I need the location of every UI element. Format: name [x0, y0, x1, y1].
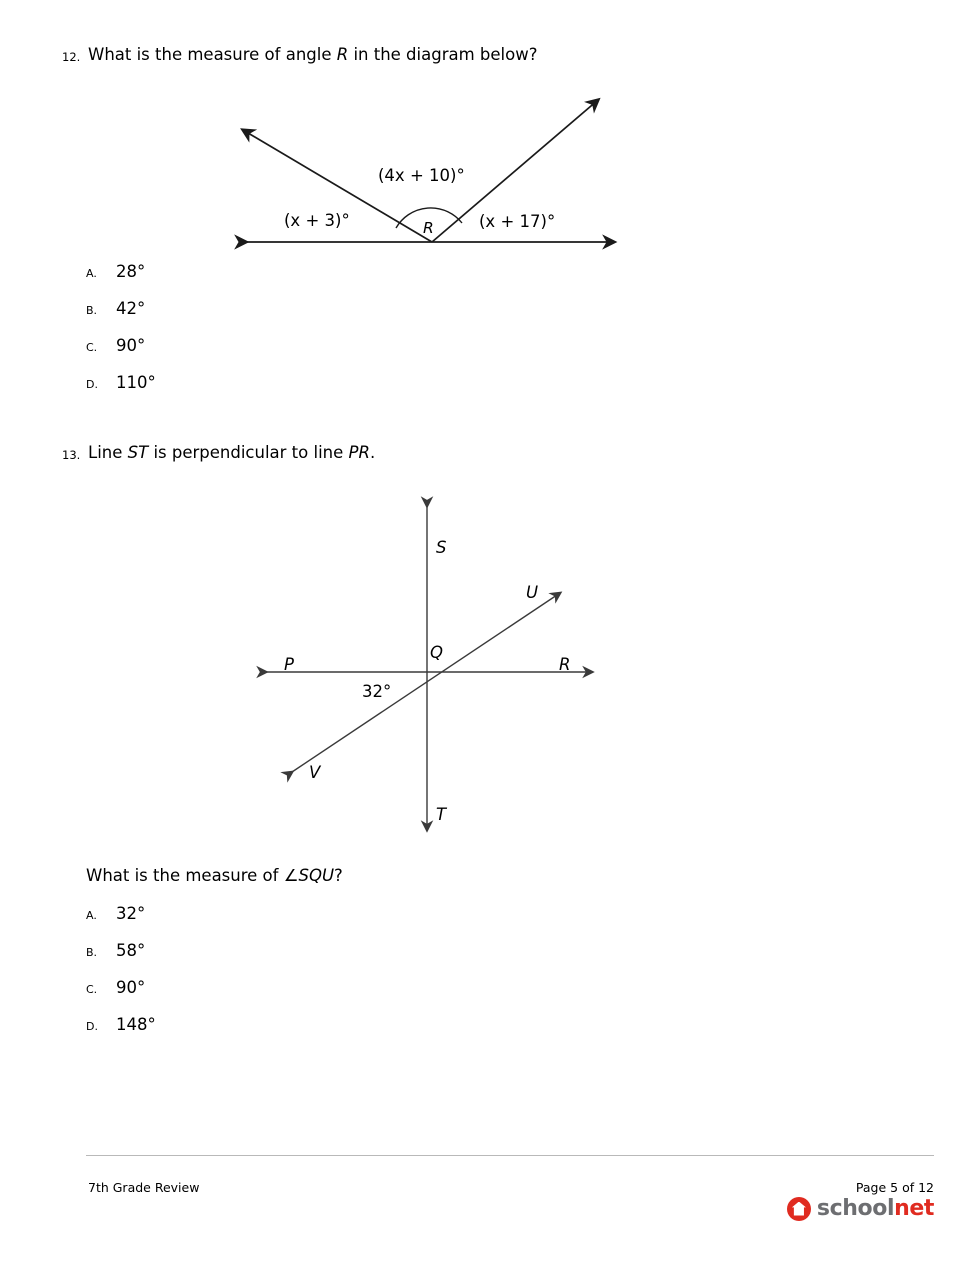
brand-wordmark-net: net — [894, 1196, 934, 1221]
choice-12-b-text: 42° — [116, 299, 146, 318]
choice-12-d-text: 110° — [116, 373, 156, 392]
choice-13-d-letter: D. — [86, 1020, 98, 1033]
label-point-V: V — [309, 763, 321, 782]
choice-12-c-text: 90° — [116, 336, 146, 355]
label-point-P: P — [284, 655, 294, 674]
question-13-subprompt-post: ? — [334, 866, 343, 885]
label-point-U: U — [526, 583, 539, 602]
footer-divider — [86, 1155, 934, 1156]
question-13-choices — [86, 904, 156, 1052]
choice-13-a[interactable] — [86, 904, 156, 941]
angle-diagram-svg — [210, 80, 640, 255]
question-12-prompt-post: in the diagram below? — [348, 45, 538, 64]
choice-12-b-letter: B. — [86, 304, 98, 317]
question-13-subprompt — [86, 866, 343, 885]
choice-12-c[interactable] — [86, 336, 156, 373]
choice-12-a[interactable] — [86, 262, 156, 299]
choice-12-a-text: 28° — [116, 262, 146, 281]
choice-13-c-letter: C. — [86, 983, 98, 996]
question-13-subprompt-variable: SQU — [298, 866, 335, 885]
label-point-Q: Q — [430, 643, 443, 662]
question-13-number: 13. — [62, 448, 81, 462]
choice-13-c[interactable] — [86, 978, 156, 1015]
label-point-S: S — [436, 538, 447, 557]
label-angle-32: 32° — [362, 682, 392, 701]
question-12-number: 12. — [62, 50, 81, 64]
brand-wordmark — [817, 1196, 934, 1221]
question-13-prompt-post: . — [369, 443, 376, 462]
question-13-prompt-pre: Line — [88, 443, 128, 462]
label-4x-plus-10: (4x + 10)° — [378, 166, 465, 185]
question-12-prompt-variable: R — [336, 45, 349, 64]
question-12 — [62, 44, 922, 66]
schoolnet-logo — [787, 1196, 934, 1221]
question-13-prompt — [88, 442, 375, 464]
choice-12-a-letter: A. — [86, 267, 97, 280]
question-12-header — [62, 44, 922, 66]
choice-12-d[interactable] — [86, 373, 156, 410]
label-x-plus-3: (x + 3)° — [284, 211, 350, 230]
choice-13-b-letter: B. — [86, 946, 98, 959]
intersecting-lines-svg — [240, 490, 640, 850]
question-12-angle-diagram — [210, 80, 640, 255]
question-12-prompt — [88, 44, 537, 66]
label-point-R: R — [559, 655, 571, 674]
footer-assessment-title: 7th Grade Review — [88, 1180, 200, 1195]
choice-12-c-letter: C. — [86, 341, 98, 354]
question-13 — [62, 442, 922, 464]
choice-13-d[interactable] — [86, 1015, 156, 1052]
label-point-T: T — [436, 805, 447, 824]
question-12-choices — [86, 262, 156, 410]
choice-13-b-text: 58° — [116, 941, 146, 960]
question-13-header — [62, 442, 922, 464]
choice-13-a-letter: A. — [86, 909, 97, 922]
choice-12-b[interactable] — [86, 299, 156, 336]
question-13-prompt-variable-1: ST — [127, 443, 149, 462]
label-vertex-R: R — [423, 219, 434, 237]
brand-wordmark-school: school — [816, 1196, 895, 1221]
choice-13-d-text: 148° — [116, 1015, 156, 1034]
choice-12-d-letter: D. — [86, 378, 98, 391]
question-13-subprompt-pre: What is the measure of ∠ — [86, 866, 299, 885]
choice-13-b[interactable] — [86, 941, 156, 978]
choice-13-c-text: 90° — [116, 978, 146, 997]
footer-page-number: Page 5 of 12 — [855, 1180, 934, 1195]
question-13-prompt-variable-2: PR — [348, 443, 370, 462]
home-icon — [787, 1197, 811, 1221]
line-VU — [292, 593, 560, 772]
choice-13-a-text: 32° — [116, 904, 146, 923]
question-13-prompt-mid: is perpendicular to line — [148, 443, 349, 462]
question-13-intersecting-lines-diagram — [240, 490, 640, 850]
question-12-prompt-pre: What is the measure of angle — [88, 45, 337, 64]
label-x-plus-17: (x + 17)° — [479, 212, 556, 231]
